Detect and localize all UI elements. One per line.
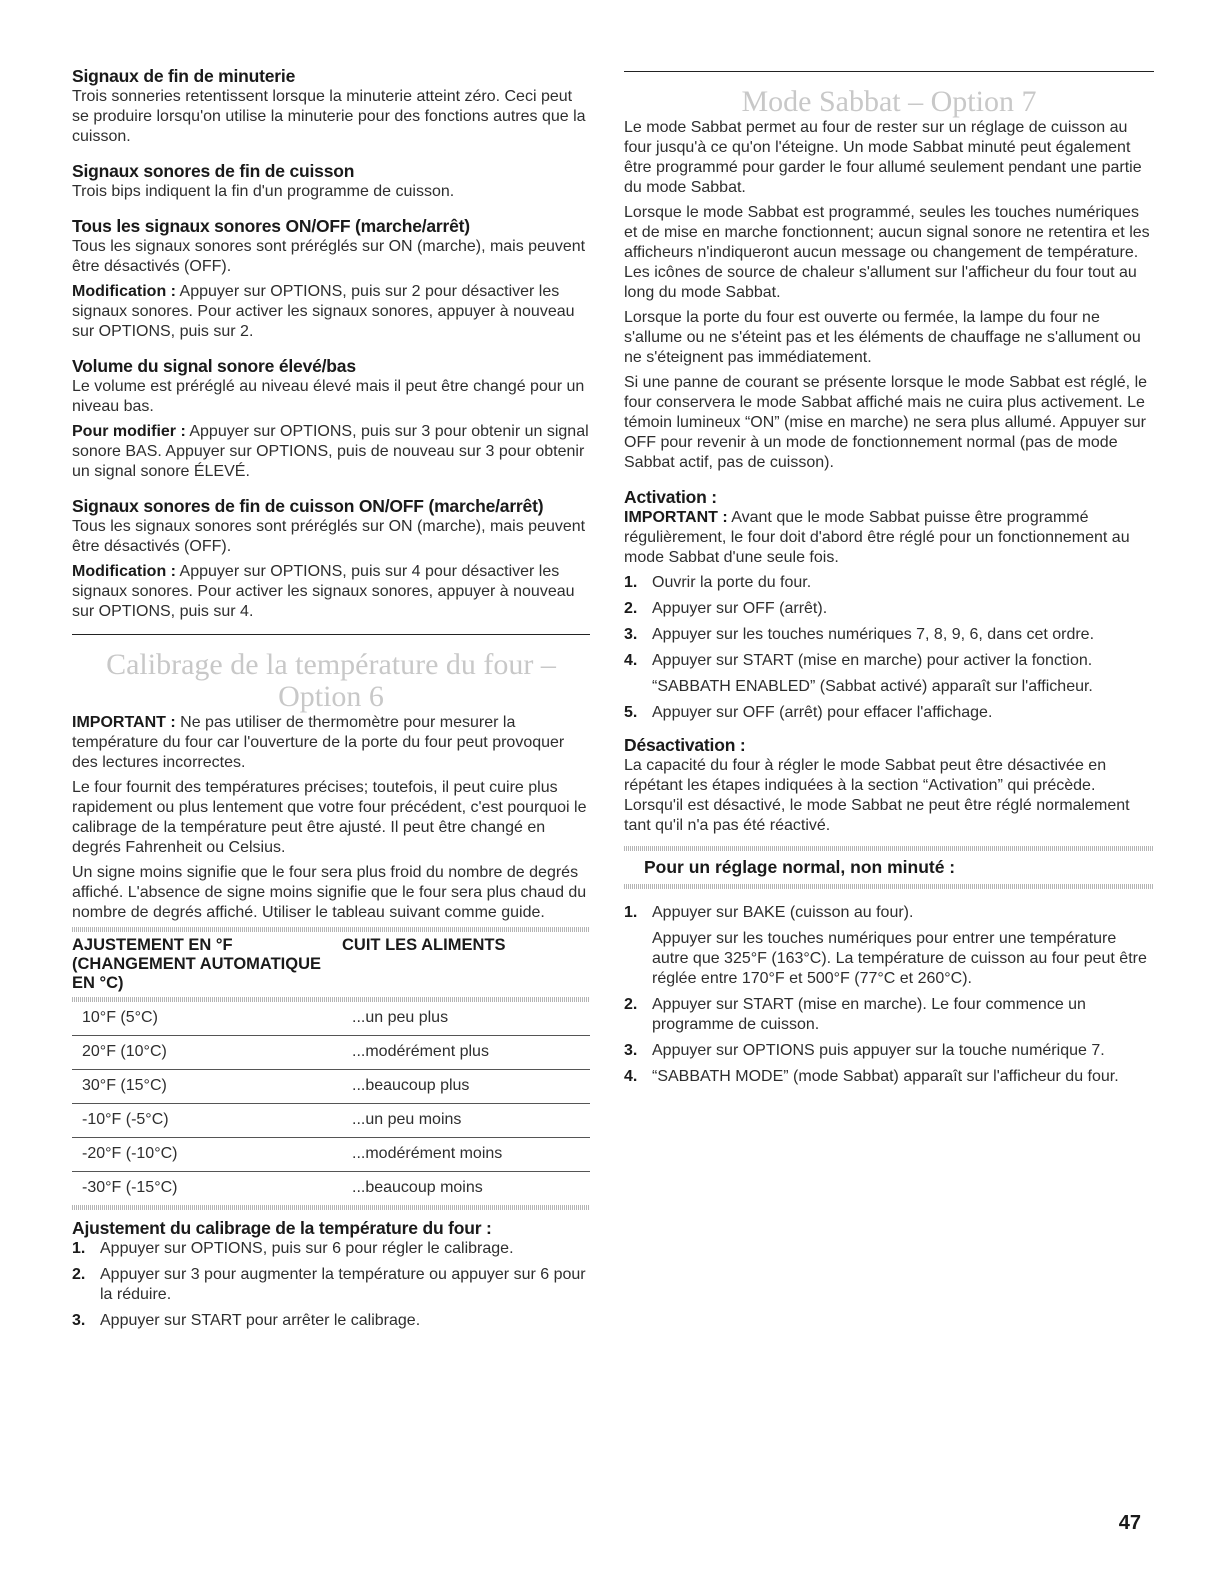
table-cell: ...un peu moins <box>342 1104 590 1138</box>
table-cell: ...un peu plus <box>342 1002 590 1036</box>
modification-paragraph <box>72 282 590 342</box>
paragraph: Le mode Sabbat permet au four de rester sur un réglage de cuisson au four jusqu'à ce qu'on l'éteigne. Un mode Sabbat minuté peut également être programmé pour garder le four allumé seulement pendant une partie du mode Sabbat. <box>624 119 1142 196</box>
table-cell: 30°F (15°C) <box>72 1070 342 1104</box>
table-cell: ...modérément plus <box>342 1036 590 1070</box>
paragraph: Trois bips indiquent la fin d'un programme de cuisson. <box>72 183 455 200</box>
page-number: 47 <box>1118 1512 1141 1534</box>
table-cell: ...beaucoup moins <box>352 1179 483 1196</box>
list-item-subtext: “SABBATH ENABLED” (Sabbat activé) apparaît sur l'afficheur. <box>652 678 1093 695</box>
section-title-sabbath: Mode Sabbat – Option 7 <box>741 85 1037 118</box>
list-item: 1. Appuyer sur OPTIONS, puis sur 6 pour régler le calibrage. <box>72 1240 514 1257</box>
list-item: 2. Appuyer sur OFF (arrêt). <box>624 600 828 617</box>
list-item: 2. Appuyer sur 3 pour augmenter la température ou appuyer sur 6 pour la réduire. <box>72 1266 586 1303</box>
list-item: 4. Appuyer sur START (mise en marche) pour activer la fonction. “SABBATH ENABLED” (Sabbat activé) apparaît sur l'afficheur. <box>624 651 1154 697</box>
list-item: 3. Appuyer sur OPTIONS puis appuyer sur la touche numérique 7. <box>624 1042 1105 1059</box>
heading-all-signals-onoff: Tous les signaux sonores ON/OFF (marche/arrêt) <box>72 216 470 236</box>
bold-label: Modification : <box>72 563 176 580</box>
paragraph: La capacité du four à régler le mode Sabbat peut être désactivée en répétant les étapes indiquées à la section “Activation” qui précède. Lorsqu'il est désactivé, le mode Sabbat ne peut être réglé normalement tant qu'il n'a pas été réactivé. <box>624 757 1130 834</box>
table-header-adjustment: AJUSTEMENT EN °F (CHANGEMENT AUTOMATIQUE EN °C) <box>72 936 322 992</box>
left-column <box>72 66 590 1337</box>
heading-activation: Activation : <box>624 487 717 507</box>
list-item: 4. “SABBATH MODE” (mode Sabbat) apparaît sur l'afficheur du four. <box>624 1068 1119 1085</box>
table-row <box>72 1036 590 1070</box>
important-paragraph <box>624 508 1154 568</box>
list-item: 3. Appuyer sur START pour arrêter le calibrage. <box>72 1312 421 1329</box>
bold-label: Pour modifier : <box>72 423 186 440</box>
heading-volume: Volume du signal sonore élevé/bas <box>72 356 356 376</box>
text: Appuyer sur OPTIONS, puis sur 3 pour obtenir un signal sonore BAS. Appuyer sur OPTIONS, puis de nouveau sur 3 pour obtenir un signal sonore ÉLEVÉ. <box>72 423 589 480</box>
heading-timer-end-signals: Signaux de fin de minuterie <box>72 66 296 86</box>
text: Appuyer sur OPTIONS, puis sur 2 pour désactiver les signaux sonores. Pour activer les signaux sonores, appuyer à nouveau sur OPTIONS, puis sur 2. <box>72 283 575 340</box>
list-item: 3. Appuyer sur les touches numériques 7, 8, 9, 6, dans cet ordre. <box>624 626 1095 643</box>
section-title-calibration-option: Option 6 <box>278 680 384 713</box>
heading-cook-end-signals: Signaux sonores de fin de cuisson <box>72 161 355 181</box>
text: Ne pas utiliser de thermomètre pour mesurer la température du four car l'ouverture de la porte du four peut provoquer des lectures incorrectes. <box>72 714 565 771</box>
right-column <box>624 66 1154 1093</box>
table-row <box>72 1138 590 1172</box>
paragraph: Tous les signaux sonores sont préréglés sur ON (marche), mais peuvent être désactivés (OFF). <box>72 518 586 555</box>
paragraph: Le four fournit des températures précises; toutefois, il peut cuire plus rapidement ou plus lentement que votre four précédent, c'est pourquoi le calibrage de la température peut être ajusté. Il peut être changé en degrés Fahrenheit ou Celsius. <box>72 779 587 856</box>
table-cell: 10°F (5°C) <box>72 1002 342 1036</box>
modification-paragraph <box>72 562 590 622</box>
activation-steps <box>624 573 1154 723</box>
list-item: 2. Appuyer sur START (mise en marche). Le four commence un programme de cuisson. <box>624 996 1086 1033</box>
paragraph: Trois sonneries retentissent lorsque la minuterie atteint zéro. Ceci peut se produire lorsqu'on utilise la minuterie pour des fonctions autres que la cuisson. <box>72 88 586 145</box>
table-header-result: CUIT LES ALIMENTS <box>342 936 506 954</box>
table-row <box>72 1172 590 1206</box>
bold-label: IMPORTANT : <box>72 714 176 731</box>
table-row <box>72 1002 590 1036</box>
heading-deactivation: Désactivation : <box>624 735 746 755</box>
table-cell: ...modérément moins <box>342 1138 590 1172</box>
heading-adjust-calibration: Ajustement du calibrage de la température du four : <box>72 1218 492 1238</box>
adjust-steps <box>72 1239 590 1331</box>
normal-steps <box>624 903 1154 1087</box>
paragraph: Si une panne de courant se présente lorsque le mode Sabbat est réglé, le four conservera le mode Sabbat affiché mais ne cuira plus activement. Le témoin lumineux “ON” (mise en marche) ne sera plus allumé. Appuyer sur OFF pour revenir à un mode de fonctionnement normal (pas de mode Sabbat actif, pas de cuisson). <box>624 374 1148 471</box>
table-row <box>72 1070 590 1104</box>
bold-label: Modification : <box>72 283 176 300</box>
heading-cook-end-onoff: Signaux sonores de fin de cuisson ON/OFF (marche/arrêt) <box>72 496 544 516</box>
paragraph: Lorsque le mode Sabbat est programmé, seules les touches numériques et de mise en marche fonctionnent; aucun signal sonore ne retentira et les afficheurs n'indiqueront aucun message ou changement de température. Les icônes de source de chaleur s'allument sur l'afficheur du four tout au long du mode Sabbat. <box>624 204 1150 301</box>
important-paragraph <box>72 713 590 773</box>
paragraph: Un signe moins signifie que le four sera plus froid du nombre de degrés affiché. L'absence de signe moins signifie que le four sera plus chaud du nombre de degrés affiché. Utiliser le tableau suivant comme guide. <box>72 864 587 921</box>
table-cell: ...beaucoup plus <box>342 1070 590 1104</box>
paragraph: Le volume est préréglé au niveau élevé mais il peut être changé pour un niveau bas. <box>72 378 585 415</box>
list-item: 1. Appuyer sur BAKE (cuisson au four). Appuyer sur les touches numériques pour entrer une température autre que 325°F (163°C). La température de cuisson au four peut être réglée entre 170°F et 500°F (77°C et 260°C). <box>624 903 1154 989</box>
table-cell: 20°F (10°C) <box>72 1036 342 1070</box>
calibration-table <box>72 932 590 1205</box>
paragraph: Lorsque la porte du four est ouverte ou fermée, la lampe du four ne s'allume ou ne s'éteint pas et les éléments de chauffage ne s'allument ou ne s'éteignent pas immédiatement. <box>624 309 1141 366</box>
table-row <box>72 1104 590 1138</box>
paragraph: Tous les signaux sonores sont préréglés sur ON (marche), mais peuvent être désactivés (OFF). <box>72 238 586 275</box>
table-cell: -20°F (-10°C) <box>72 1138 342 1172</box>
table-cell: -10°F (-5°C) <box>72 1104 342 1138</box>
modification-paragraph <box>72 422 590 482</box>
text: Avant que le mode Sabbat puisse être programmé régulièrement, le four doit d'abord être réglé pour un fonctionnement au mode Sabbat d'une seule fois. <box>624 509 1130 566</box>
list-item: 1. Ouvrir la porte du four. <box>624 574 812 591</box>
text: Appuyer sur OPTIONS, puis sur 4 pour désactiver les signaux sonores. Pour activer les signaux sonores, appuyer à nouveau sur OPTIONS, puis sur 4. <box>72 563 575 620</box>
list-item-subtext: Appuyer sur les touches numériques pour entrer une température autre que 325°F (163°C). La température de cuisson au four peut être réglée entre 170°F et 500°F (77°C et 260°C). <box>652 930 1147 987</box>
section-title-calibration: Calibrage de la température du four – <box>106 648 556 681</box>
heading-normal-setting: Pour un réglage normal, non minuté : <box>644 857 956 877</box>
table-cell: -30°F (-15°C) <box>82 1179 178 1196</box>
list-item: 5. Appuyer sur OFF (arrêt) pour effacer l'affichage. <box>624 704 993 721</box>
bold-label: IMPORTANT : <box>624 509 728 526</box>
